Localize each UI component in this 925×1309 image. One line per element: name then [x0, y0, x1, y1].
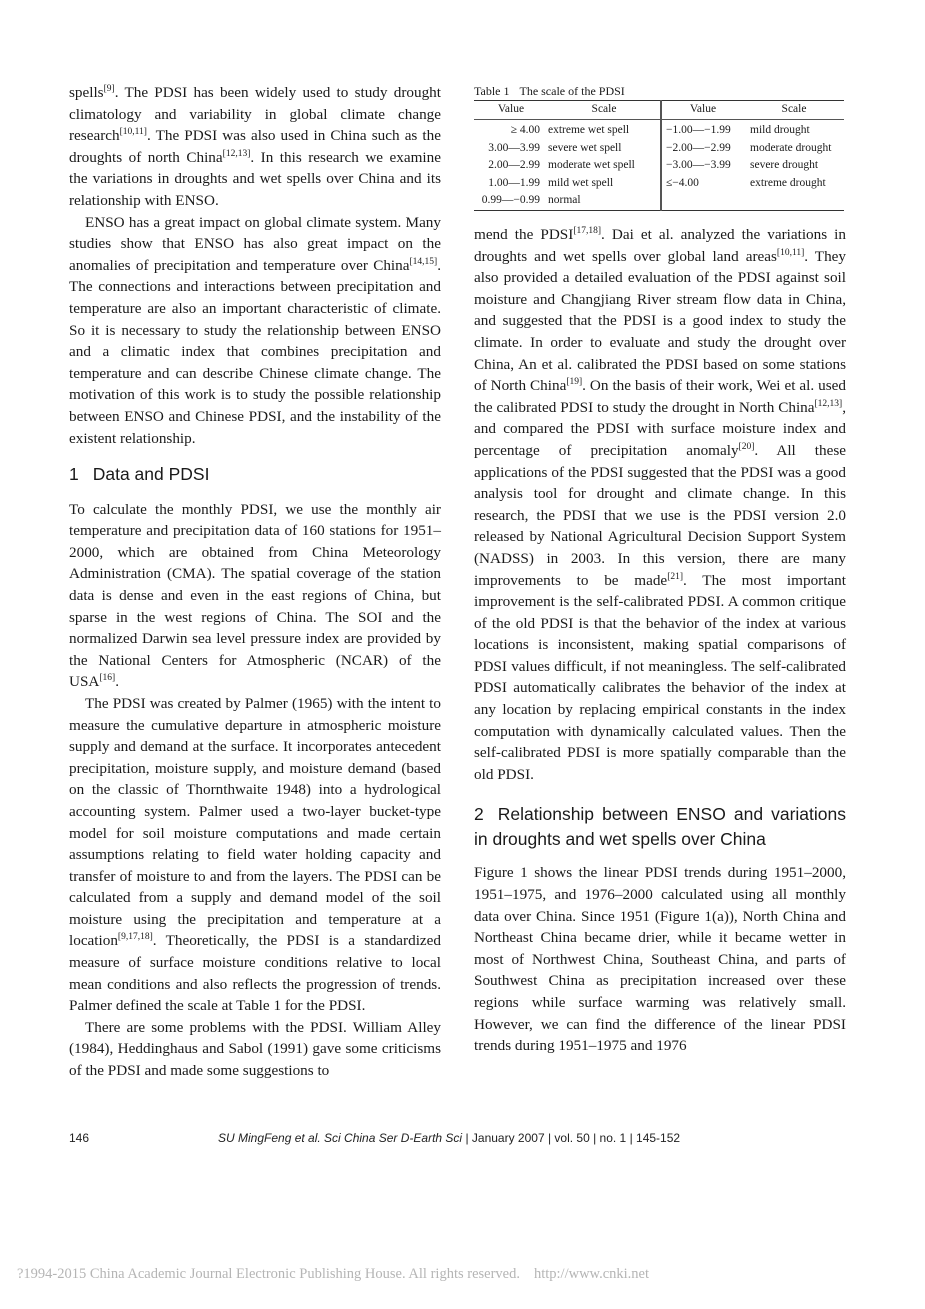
table-cell: −3.00—−3.99: [661, 157, 744, 175]
column-header: Scale: [744, 101, 844, 120]
section-heading-2: [474, 802, 846, 851]
text-run: . All these applications of the PDSI suggested that the PDSI was a good analysis tool for drought and climate change. In this research, the PDSI that we use is the PDSI version 2.0 released by National Agricultural Decision Support System (NADSS) in 2003. In this version, there are many improvements to be made: [474, 441, 846, 589]
table-cell: extreme wet spell: [548, 124, 630, 136]
section-title: Relationship between ENSO and variations in droughts and wet spells over China: [474, 804, 846, 849]
paragraph-enso: [69, 212, 441, 450]
table-row: [474, 140, 844, 158]
text-run: . The PDSI has been widely used to study drought climatology and variability in global climate change research: [69, 84, 441, 145]
text-run: . In this research we examine the variations in droughts and wet spells over China and its relationship with ENSO.: [69, 148, 441, 209]
table-cell: normal: [548, 194, 581, 207]
table-cell: [744, 192, 844, 210]
citation-ref: [12,13]: [222, 148, 251, 159]
table-cell: −1.00—−1.99: [661, 120, 744, 140]
section-number: 2: [474, 804, 484, 825]
table-label: Table 1: [474, 84, 510, 98]
table-cell: severe wet spell: [548, 141, 622, 154]
text-run: .: [115, 673, 120, 691]
text-run: . The most important improvement is the self-calibrated PDSI. A common critique of the old PDSI is that the behavior of the index at various locations is inconsistent, making spatial comparisons of PDSI values difficult, if not meaningless. The self-calibrated PDSI automatically calibrates the behavior of the index at any location by replacing empirical constants in the index computation with dynamically calculated values. Then the self-calibrated PDSI is more spatially comparable than the old PDSI.: [474, 571, 846, 783]
cnki-link[interactable]: http://www.cnki.net: [533, 1266, 650, 1282]
column-header: Value: [661, 101, 744, 120]
section-heading-1: [69, 462, 441, 487]
text-run: . The PDSI was also used in China such as the droughts of north China: [69, 127, 441, 166]
text-run: . Dai et al. analyzed the variations in droughts and wet spells over global land areas: [474, 226, 846, 265]
table-cell: mild wet spell: [548, 176, 614, 189]
text-run: . On the basis of their work, Wei et al. used the calibrated PDSI to study the drought in North China: [474, 377, 846, 416]
text-run: ENSO has a great impact on global climate system. Many studies show that ENSO has also great impact on the anomalies of precipitation and temperature over China: [69, 213, 441, 274]
section-title: Data and PDSI: [92, 464, 210, 485]
pdsi-scale-table: [474, 100, 844, 211]
copyright-text: ?1994-2015 China Academic Journal Electronic Publishing House. All rights reserved.: [17, 1266, 520, 1282]
table-cell: severe drought: [750, 159, 819, 172]
table-cell: ≤−4.00: [661, 175, 744, 193]
paragraph-data: [69, 499, 441, 693]
table-cell: mild drought: [750, 124, 810, 136]
citation-ref: [10,11]: [119, 127, 147, 138]
table-title: The scale of the PDSI: [519, 84, 625, 98]
citation-ref: [16]: [99, 673, 116, 684]
citation-ref: [12,13]: [814, 398, 843, 409]
citation-ref: [19]: [566, 377, 583, 388]
citation-ref: [9,17,18]: [117, 932, 153, 943]
paragraph-intro-continued: [69, 82, 441, 212]
column-header: Scale: [548, 101, 661, 120]
text-run: . The connections and interactions between precipitation and temperature are also an important characteristic of climate. So it is necessary to study the relationship between ENSO and a climatic index that combines precipitation and temperature and can describe Chinese climate change. The motivation of this work is to study the possible relationship between ENSO and Chinese PDSI, and the instability of the existent relationship.: [69, 256, 441, 447]
text-run: . They also provided a detailed evaluation of the PDSI against soil moisture and Changjiang River stream flow data in China, and suggested that the PDSI is a good index to study the climate. In order to evaluate and study the drought over China, An et al. calibrated the PDSI based on some stations of North China: [474, 247, 846, 395]
table-row: [474, 192, 844, 210]
citation-ref: [14,15]: [409, 256, 438, 267]
citation-authors-journal: SU MingFeng et al. Sci China Ser D-Earth Sci: [218, 1131, 463, 1145]
table-cell: ≥ 4.00: [510, 124, 540, 136]
paragraph-figure1: Figure 1 shows the linear PDSI trends during 1951–2000, 1951–1975, and 1976–2000 calculated using all monthly data over China. Since 1951 (Figure 1(a)), North China and Northeast China became drier, while it became wetter in most of Northwest China, Southeast China, and parts of Southwest China as precipitation increased over these regions while surface warming was relatively small. However, we can find the difference of the linear PDSI trends during 1951–1975 and 1976: [474, 864, 846, 1055]
paragraph-palmer: [69, 693, 441, 1017]
text-run: The PDSI was created by Palmer (1965) with the intent to measure the cumulative departure in atmospheric moisture supply and demand at the surface. It incorporates antecedent precipitation, moisture supply, and moisture demand (based on the classic of Thornthwaite 1948) into a hydrological accounting system. Palmer used a two-layer bucket-type model for soil moisture computations and made certain assumptions relating to field water holding capacity and transfer of moisture to and from the layers. The PDSI can be calculated from a supply and demand model of the soil moisture using the precipitation and temperature at a location: [69, 694, 441, 950]
text-run: spells: [69, 84, 104, 101]
citation-ref: [21]: [667, 571, 684, 582]
table-cell: [661, 192, 744, 210]
table-header-row: [474, 101, 844, 120]
table-cell: 0.99—−0.99: [481, 194, 540, 207]
text-run: , and compared the PDSI with surface moisture index and percentage of precipitation anomaly: [474, 398, 846, 459]
text-run: mend the PDSI: [474, 226, 574, 243]
table-row: [474, 175, 844, 193]
paragraph-pdsi-review: [474, 224, 846, 785]
page-number: 146: [69, 1131, 90, 1145]
table-cell: extreme drought: [750, 176, 826, 189]
table-cell: 2.00—2.99: [488, 159, 540, 172]
table-cell: −2.00—−2.99: [661, 140, 744, 158]
left-column: [69, 82, 441, 1082]
table-cell: moderate drought: [750, 141, 832, 154]
text-run: To calculate the monthly PDSI, we use the monthly air temperature and precipitation data of 160 stations for 1951–2000, which are obtained from China Meteorology Administration (CMA). The spatial coverage of the station data is dense and even in the east regions of China, but sparse in the west regions of China. The SOI and the normalized Darwin sea level pressure index are provided by the National Centers for Atmospheric (NCAR) of the USA: [69, 500, 441, 691]
copyright-notice: [17, 1266, 649, 1283]
table-caption: [474, 83, 846, 99]
paragraph-problems: There are some problems with the PDSI. William Alley (1984), Heddinghaus and Sabol (1991) gave some criticisms of the PDSI and made some suggestions to: [69, 1018, 441, 1080]
citation-ref: [9]: [103, 84, 115, 94]
citation-issue: | January 2007 | vol. 50 | no. 1 | 145-152: [462, 1131, 681, 1145]
table-1: [474, 83, 846, 211]
table-cell: moderate wet spell: [548, 159, 635, 172]
table-row: [474, 157, 844, 175]
column-header: Value: [474, 101, 548, 120]
citation-ref: [10,11]: [776, 247, 805, 258]
table-cell: 3.00—3.99: [488, 141, 540, 154]
text-run: . Theoretically, the PDSI is a standardized measure of surface moisture conditions relative to local mean conditions and also reflects the progression of trends. Palmer defined the scale at Table 1 for the PDSI.: [69, 932, 441, 1015]
right-column: [474, 224, 846, 1057]
section-number: 1: [69, 464, 79, 485]
table-row: [474, 120, 844, 140]
citation-ref: [20]: [738, 441, 755, 452]
citation-ref: [17,18]: [573, 226, 602, 236]
table-cell: 1.00—1.99: [488, 176, 540, 189]
journal-citation: [218, 1131, 680, 1145]
